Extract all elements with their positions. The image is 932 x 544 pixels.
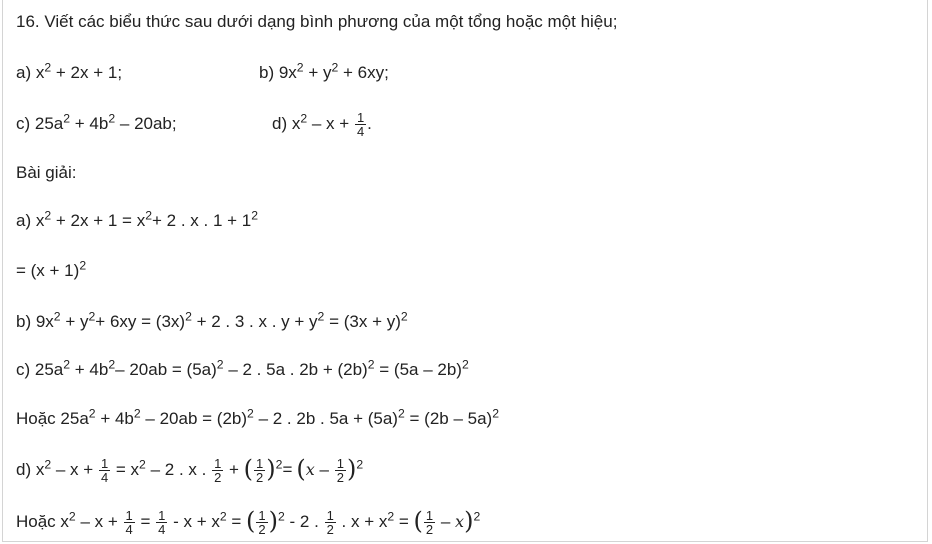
solution-a-line1 [16,208,259,231]
numerator: 1 [125,508,133,523]
exp: 2 [317,309,325,324]
paren: ) [346,454,357,483]
sol-text: – 2 . 5a . 2b + (2b) [223,360,368,379]
sol-text: = [135,511,156,531]
part-c-text: + 4b [70,114,109,133]
part-d-text: d) x [272,113,301,133]
exp: 2 [216,357,224,372]
exp: 2 [296,60,304,75]
exp: 2 [356,457,364,472]
fraction [254,457,265,484]
exp: 2 [275,457,283,472]
exp: 2 [88,309,96,324]
numerator: 1 [425,508,434,523]
paren: ( [413,506,423,535]
denominator: 2 [326,522,334,537]
sol-text: – x + [75,511,123,531]
exp: 2 [108,111,116,126]
exp: 2 [44,457,52,472]
variable-x: x [305,459,315,479]
exp: 2 [44,208,52,223]
paren: ) [266,454,276,483]
paren: ( [296,454,306,483]
exp: 2 [79,258,87,273]
sol-text: – [314,459,334,479]
solution-d [16,454,364,485]
sol-text: = [226,511,247,531]
exp: 2 [68,509,76,524]
fraction [325,509,336,536]
part-c-text: – 20ab; [115,114,177,133]
part-b-text: + 6xy; [338,63,389,82]
exp: 2 [251,208,259,223]
sol-text: + 4b [70,360,109,379]
fraction [99,457,110,484]
paren: ) [464,506,474,535]
exp: 2 [367,357,375,372]
exp: 2 [63,357,71,372]
sol-text: = (3x + y) [324,312,401,331]
exp: 2 [300,111,308,126]
sol-text: + [224,459,244,479]
sol-text: . x + x [336,511,388,531]
exp: 2 [387,509,395,524]
denominator: 2 [256,470,264,485]
exp: 2 [400,309,408,324]
fraction [355,111,366,138]
fraction [124,509,135,536]
sol-text: = [282,459,293,479]
solution-a-line2 [16,258,87,281]
numerator: 1 [258,508,266,523]
exp: 2 [219,509,227,524]
part-a-text: a) x [16,63,45,82]
numerator: 1 [336,456,344,471]
sol-text: = [394,511,414,531]
denominator: 4 [356,124,365,139]
problem-part-c [16,111,177,134]
denominator: 2 [258,522,266,537]
exp: 2 [247,406,254,421]
exp: 2 [461,357,469,372]
exp: 2 [145,208,152,223]
sol-text: = (x + 1) [16,261,80,280]
denominator: 4 [125,522,133,537]
sol-text: Hoặc 25a [16,409,89,428]
part-b-text: b) 9x [259,63,297,82]
sol-text: + 2x + 1 = x [51,211,146,230]
paren: ( [246,506,256,535]
solution-b [16,309,408,332]
problem-part-a [16,60,123,83]
part-b-text: + y [303,63,332,82]
numerator: 1 [256,456,264,471]
sol-text: – 2 . 2b . 5a + (5a) [253,409,398,428]
paren: ) [268,506,279,535]
solution-c [16,357,469,380]
denominator: 4 [100,470,109,485]
sol-text: – [436,511,456,531]
sol-text: b) 9x [16,312,54,331]
paren: ( [243,454,254,483]
numerator: 1 [356,110,365,125]
problem-title: 16. Viết các biểu thức sau dưới dạng bình phương của một tổng hoặc một hiệu; [16,12,618,31]
denominator: 2 [214,470,222,485]
sol-text: d) x [16,459,45,479]
numerator: 1 [100,456,109,471]
exp: 2 [331,60,339,75]
sol-text: – 20ab = (5a) [115,360,217,379]
sol-text: - x + x [168,511,220,531]
solution-heading: Bài giải: [16,163,77,182]
exp: 2 [108,357,116,372]
sol-text: + y [60,312,89,331]
sol-text: – 2 . x . [145,459,212,479]
fraction [156,509,167,536]
part-d-text: – x + [307,113,354,133]
problem-part-b [259,60,389,83]
exp: 2 [473,509,481,524]
denominator: 2 [336,470,344,485]
sol-text: – x + [51,459,98,479]
solution-d-alt [16,506,481,537]
exp: 2 [133,406,141,421]
exp: 2 [53,309,61,324]
fraction [424,509,435,536]
solution-c-alt [16,406,500,429]
part-d-text: . [367,113,372,133]
sol-text: + 2 . 3 . x . y + y [191,312,318,331]
numerator: 1 [214,456,222,471]
sol-text: a) x [16,211,45,230]
sol-text: – 20ab = (2b) [140,409,248,428]
part-c-text: c) 25a [16,114,64,133]
variable-x: x [455,511,465,531]
fraction [256,509,267,536]
denominator: 4 [158,522,166,537]
sol-text: = x [111,459,140,479]
sol-text: + 6xy = (3x) [95,312,186,331]
exp: 2 [397,406,405,421]
sol-text: + 2 . x . 1 + 1 [152,211,252,230]
problem-part-d [272,111,372,138]
sol-text: c) 25a [16,360,64,379]
denominator: 2 [425,522,434,537]
exp: 2 [278,509,285,524]
fraction [212,457,223,484]
exp: 2 [492,406,500,421]
sol-text: = (5a – 2b) [374,360,462,379]
exp: 2 [139,457,146,472]
numerator: 1 [158,508,166,523]
exp: 2 [44,60,52,75]
sol-text: = (2b – 5a) [404,409,493,428]
part-a-text: + 2x + 1; [51,63,123,82]
numerator: 1 [326,508,334,523]
exp: 2 [88,406,96,421]
exp: 2 [63,111,71,126]
fraction [335,457,346,484]
sol-text: Hoặc x [16,511,69,531]
sol-text: - 2 . [284,511,324,531]
sol-text: + 4b [95,409,134,428]
exp: 2 [185,309,192,324]
